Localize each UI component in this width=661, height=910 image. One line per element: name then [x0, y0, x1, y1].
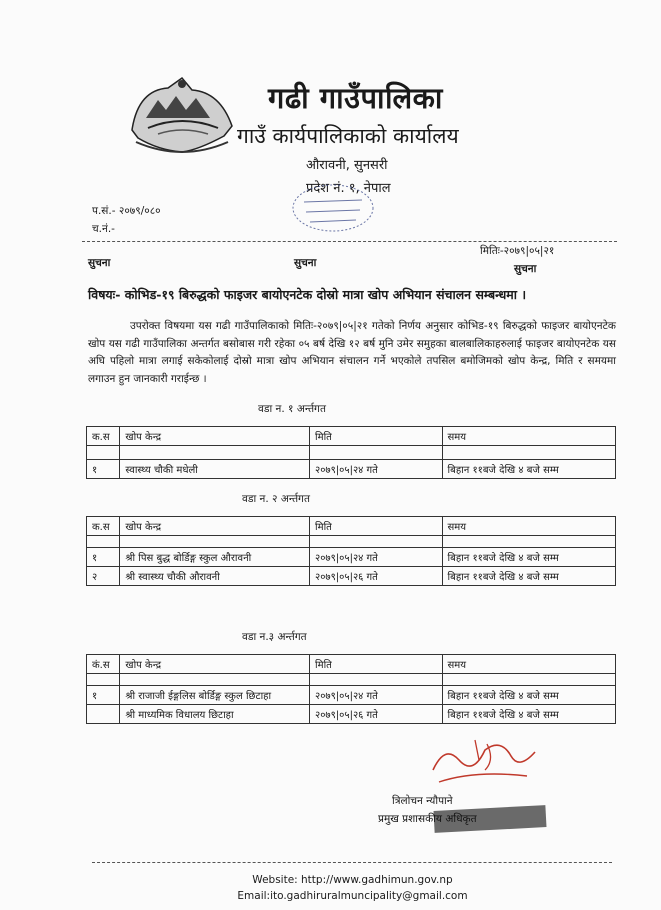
cell-sn: २	[87, 567, 120, 586]
dispatch-number: च.नं.-	[92, 223, 115, 235]
cell-center: श्री स्वास्थ्य चौकी औरावनी	[120, 567, 310, 586]
cell-time: बिहान ११बजे देखि ४ बजे सम्म	[442, 460, 615, 479]
header-sn: क.स	[87, 517, 120, 536]
ward-3-title: वडा न.३ अर्न्तगत	[242, 631, 307, 643]
footer-email[interactable]: Email:ito.gadhiruralmuncipality@gmail.com	[237, 890, 468, 902]
cell-sn: १	[87, 686, 120, 705]
cell-center: श्री राजाजी ईङ्गलिस बोर्डिङ्ग स्कुल छिटाहा	[120, 686, 310, 705]
ward-1-table	[86, 426, 616, 479]
cell-time: बिहान ११बजे देखि ४ बजे सम्म	[442, 686, 615, 705]
ward-2-table	[86, 516, 616, 586]
notice-body: उपरोक्त विषयमा यस गढी गाउँपालिकाको मितिः-२०७९|०५|२१ गतेको निर्णय अनुसार कोभिड-१९ बिरुद्धको फाइजर बायोएनटेक खोप यस गढी गाउँपालिका अन्तर्गत बसोबास गरी रहेका ०५ बर्ष देखि १२ बर्ष मुनि उमेर समुहका बालबालिकाहरुलाई फाइजर बायोएनटेक यस अघि पहिलो मात्रा लगाई सकेकोलाई दोस्रो मात्रा खोप अभियान संचालन गर्ने भएकोले तपसिल बमोजिमको खोप केन्द्र, मिति र समयमा लगाउन हुन जानकारी गराईन्छ ।	[88, 320, 616, 385]
header-divider	[82, 241, 617, 242]
signature-image	[415, 730, 545, 800]
table-spacer-row	[87, 446, 616, 460]
office-seal-stamp	[290, 182, 376, 234]
office-subtitle: गाउँ कार्यपालिकाको कार्यालय	[237, 124, 459, 148]
address-line-2: प्रदेश नं. १, नेपाल	[306, 181, 391, 196]
header-time: समय	[442, 427, 615, 446]
table-row	[87, 567, 616, 586]
header-date: मिति	[310, 517, 443, 536]
footer-website[interactable]: Website: http://www.gadhimun.gov.np	[252, 874, 453, 886]
cell-sn: १	[87, 548, 120, 567]
table-row	[87, 705, 616, 724]
cell-date: २०७९|०५|२६ गते	[310, 705, 443, 724]
cell-date: २०७९|०५|२४ गते	[310, 460, 443, 479]
cell-center: श्री पिस बुद्ध बोर्डिङ्ग स्कुल औरावनी	[120, 548, 310, 567]
notice-subject: विषयः- कोभिड-१९ बिरुद्धको फाइजर बायोएनटेक दोस्रो मात्रा खोप अभियान संचालन सम्बन्धमा ।	[88, 287, 527, 302]
cell-sn	[87, 705, 120, 724]
municipality-title: गढी गाउँपालिका	[268, 81, 443, 115]
table-row	[87, 548, 616, 567]
header-center: खोप केन्द्र	[120, 427, 310, 446]
notice-label-center: सुचना	[294, 257, 317, 269]
table-row	[87, 460, 616, 479]
table-row	[87, 686, 616, 705]
header-time: समय	[442, 517, 615, 536]
ward-2-title: वडा न. २ अर्न्तगत	[242, 493, 310, 505]
header-date: मिति	[310, 427, 443, 446]
cell-time: बिहान ११बजे देखि ४ बजे सम्म	[442, 705, 615, 724]
header-date: मिति	[310, 655, 443, 674]
table-header-row	[87, 655, 616, 674]
cell-date: २०७९|०५|२४ गते	[310, 686, 443, 705]
ward-1-title: वडा न. १ अर्न्तगत	[258, 403, 326, 415]
signatory-name: त्रिलोचन न्यौपाने	[392, 795, 453, 807]
signatory-designation: प्रमुख प्रशासकीय अधिकृत	[378, 813, 477, 825]
cell-time: बिहान ११बजे देखि ४ बजे सम्म	[442, 567, 615, 586]
header-center: खोप केन्द्र	[120, 655, 310, 674]
cell-center: श्री माध्यमिक विधालय छिटाहा	[120, 705, 310, 724]
notice-label-left: सुचना	[88, 257, 111, 269]
ward-3-table	[86, 654, 616, 724]
table-spacer-row	[87, 674, 616, 686]
address-line-1: औरावनी, सुनसरी	[306, 158, 388, 173]
table-header-row	[87, 427, 616, 446]
cell-time: बिहान ११बजे देखि ४ बजे सम्म	[442, 548, 615, 567]
cell-date: २०७९|०५|२४ गते	[310, 548, 443, 567]
reference-number: प.सं.- २०७९/०८०	[92, 205, 161, 217]
nepal-emblem-icon	[128, 70, 236, 158]
notice-label-right: सुचना	[514, 263, 537, 275]
table-spacer-row	[87, 536, 616, 548]
footer-divider	[92, 862, 612, 863]
header-time: समय	[442, 655, 615, 674]
cell-center: स्वास्थ्य चौकी मधेली	[120, 460, 310, 479]
header-sn: क.स	[87, 427, 120, 446]
cell-sn: १	[87, 460, 120, 479]
header-sn: कं.स	[87, 655, 120, 674]
cell-date: २०७९|०५|२६ गते	[310, 567, 443, 586]
notice-date: मितिः-२०७९|०५|२१	[480, 245, 555, 257]
table-header-row	[87, 517, 616, 536]
header-center: खोप केन्द्र	[120, 517, 310, 536]
